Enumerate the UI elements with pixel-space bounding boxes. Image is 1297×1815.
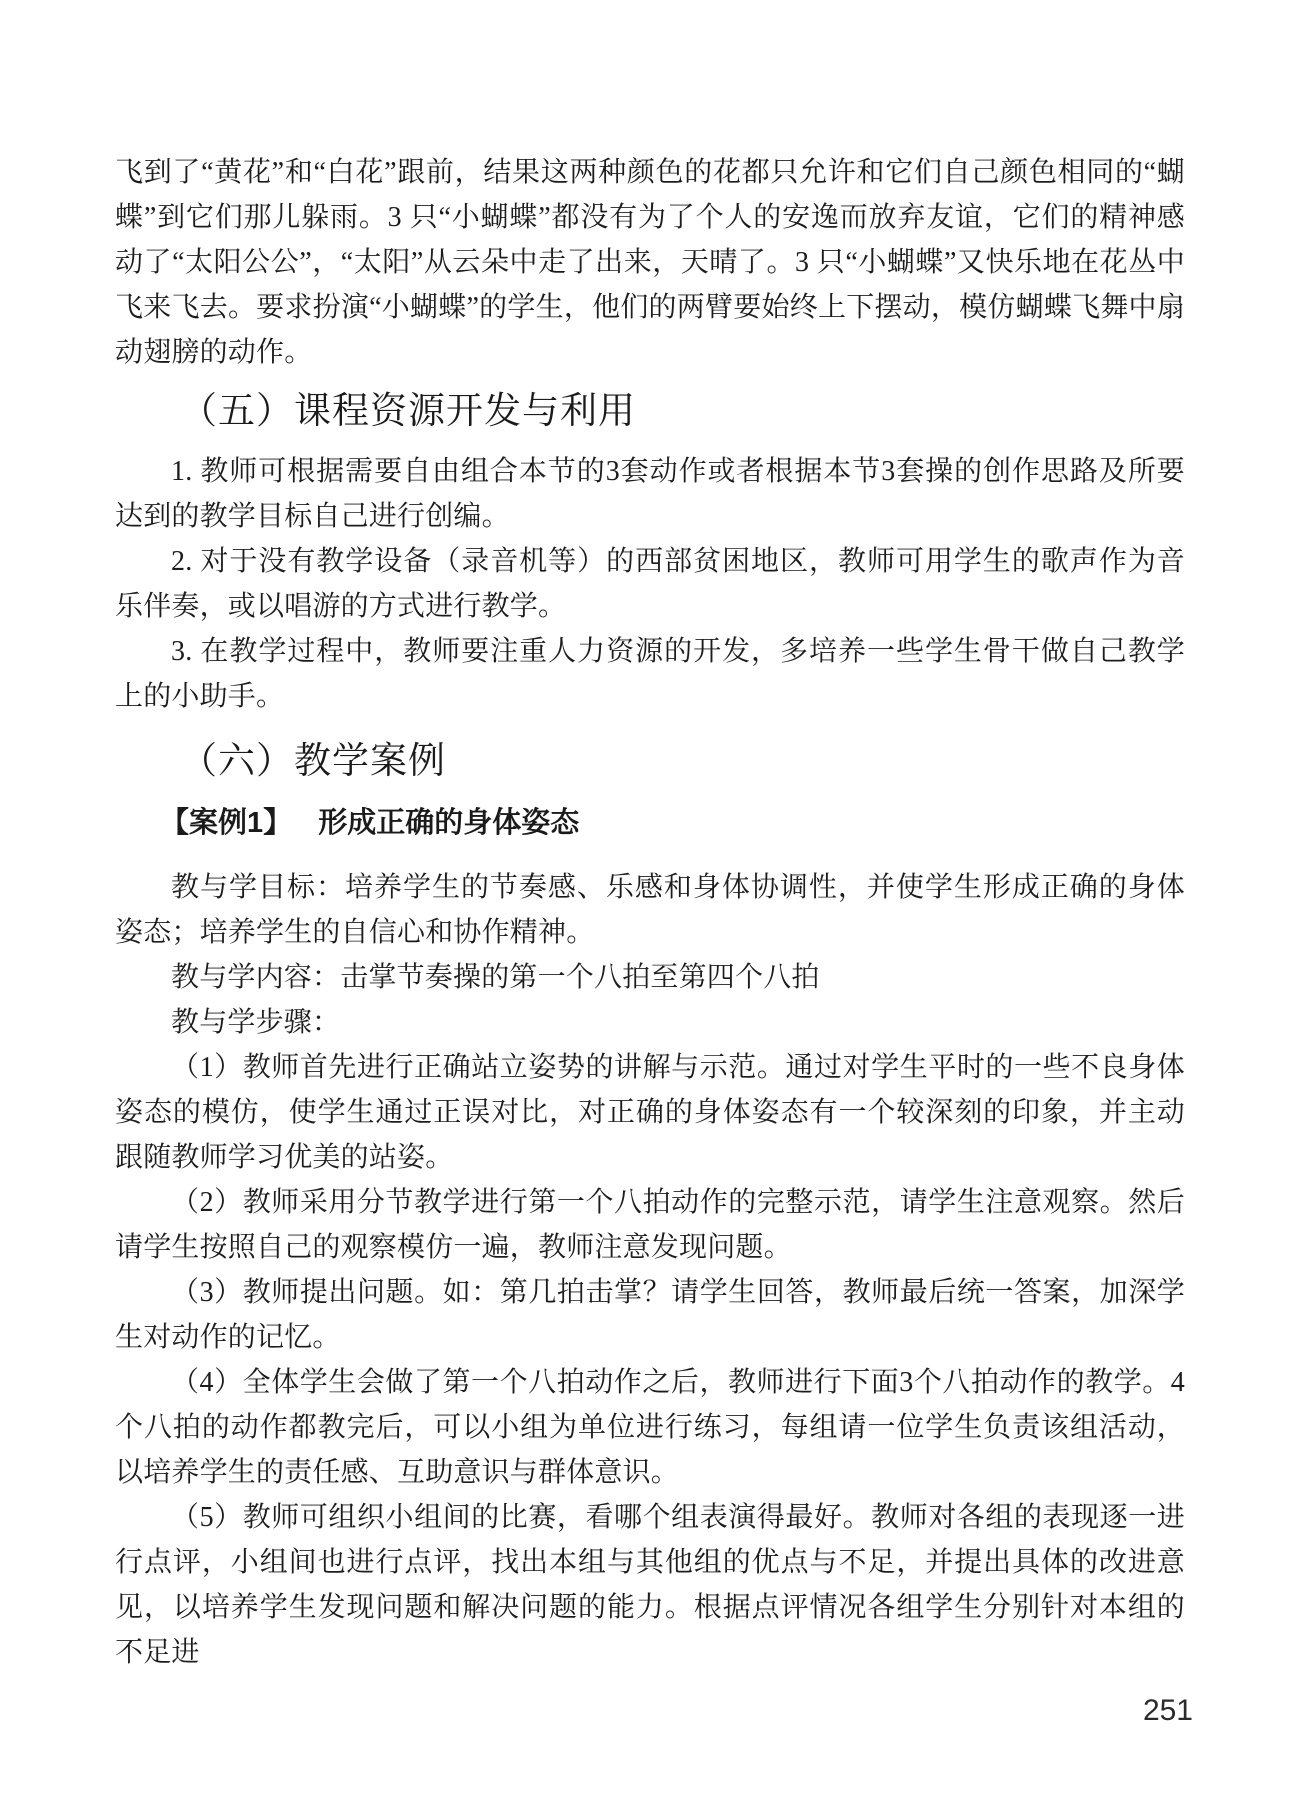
case1-step-2: （2）教师采用分节教学进行第一个八拍动作的完整示范，请学生注意观察。然后请学生按照自己的观察模仿一遍，教师注意发现问题。 bbox=[115, 1187, 1185, 1263]
resource-item-2: 2. 对于没有教学设备（录音机等）的西部贫困地区，教师可用学生的歌声作为音乐伴奏，或以唱游的方式进行教学。 bbox=[115, 546, 1185, 622]
resource-item-3: 3. 在教学过程中，教师要注重人力资源的开发，多培养一些学生骨干做自己教学上的小助手。 bbox=[115, 636, 1185, 712]
case1-heading bbox=[115, 803, 1185, 843]
page-number: 251 bbox=[1142, 1694, 1193, 1727]
paragraph-butterfly-game: 飞到了“黄花”和“白花”跟前，结果这两种颜色的花都只允许和它们自己颜色相同的“蝴蝶”到它们那儿躲雨。3 只“小蝴蝶”都没有为了个人的安逸而放弃友谊，它们的精神感动了“太阳公公”，“太阳”从云朵中走了出来，天晴了。3 只“小蝴蝶”又快乐地在花丛中飞来飞去。要求扮演“小蝴蝶”的学生，他们的两臂要始终上下摆动，模仿蝴蝶飞舞中扇动翅膀的动作。 bbox=[115, 157, 1185, 368]
resource-item-1: 1. 教师可根据需要自由组合本节的3套动作或者根据本节3套操的创作思路及所要达到的教学目标自己进行创编。 bbox=[115, 456, 1185, 532]
case1-step-4: （4）全体学生会做了第一个八拍动作之后，教师进行下面3个八拍动作的教学。4个八拍的动作都教完后，可以小组为单位进行练习，每组请一位学生负责该组活动，以培养学生的责任感、互助意识与群体意识。 bbox=[115, 1367, 1185, 1488]
case1-content-paragraph: 教与学内容：击掌节奏操的第一个八拍至第四个八拍 bbox=[171, 962, 820, 993]
case1-step-5: （5）教师可组织小组间的比赛，看哪个组表演得最好。教师对各组的表现逐一进行点评，小组间也进行点评，找出本组与其他组的优点与不足，并提出具体的改进意见，以培养学生发现问题和解决问题的能力。根据点评情况各组学生分别针对本组的不足进 bbox=[115, 1502, 1185, 1668]
case1-step-3: （3）教师提出问题。如：第几拍击掌？请学生回答，教师最后统一答案，加深学生对动作的记忆。 bbox=[115, 1277, 1185, 1353]
case1-title: 形成正确的身体姿态 bbox=[318, 807, 580, 839]
section-heading-five: （五）课程资源开发与利用 bbox=[180, 391, 636, 432]
case1-step-1: （1）教师首先进行正确站立姿势的讲解与示范。通过对学生平时的一些不良身体姿态的模仿，使学生通过正误对比，对正确的身体姿态有一个较深刻的印象，并主动跟随教师学习优美的站姿。 bbox=[115, 1052, 1185, 1173]
case1-goal-paragraph: 教与学目标：培养学生的节奏感、乐感和身体协调性，并使学生形成正确的身体姿态；培养学生的自信心和协作精神。 bbox=[115, 872, 1185, 948]
case1-label: 【案例1】 bbox=[160, 807, 293, 839]
section-heading-six: （六）教学案例 bbox=[180, 741, 446, 782]
case1-steps-label: 教与学步骤： bbox=[171, 1007, 341, 1038]
